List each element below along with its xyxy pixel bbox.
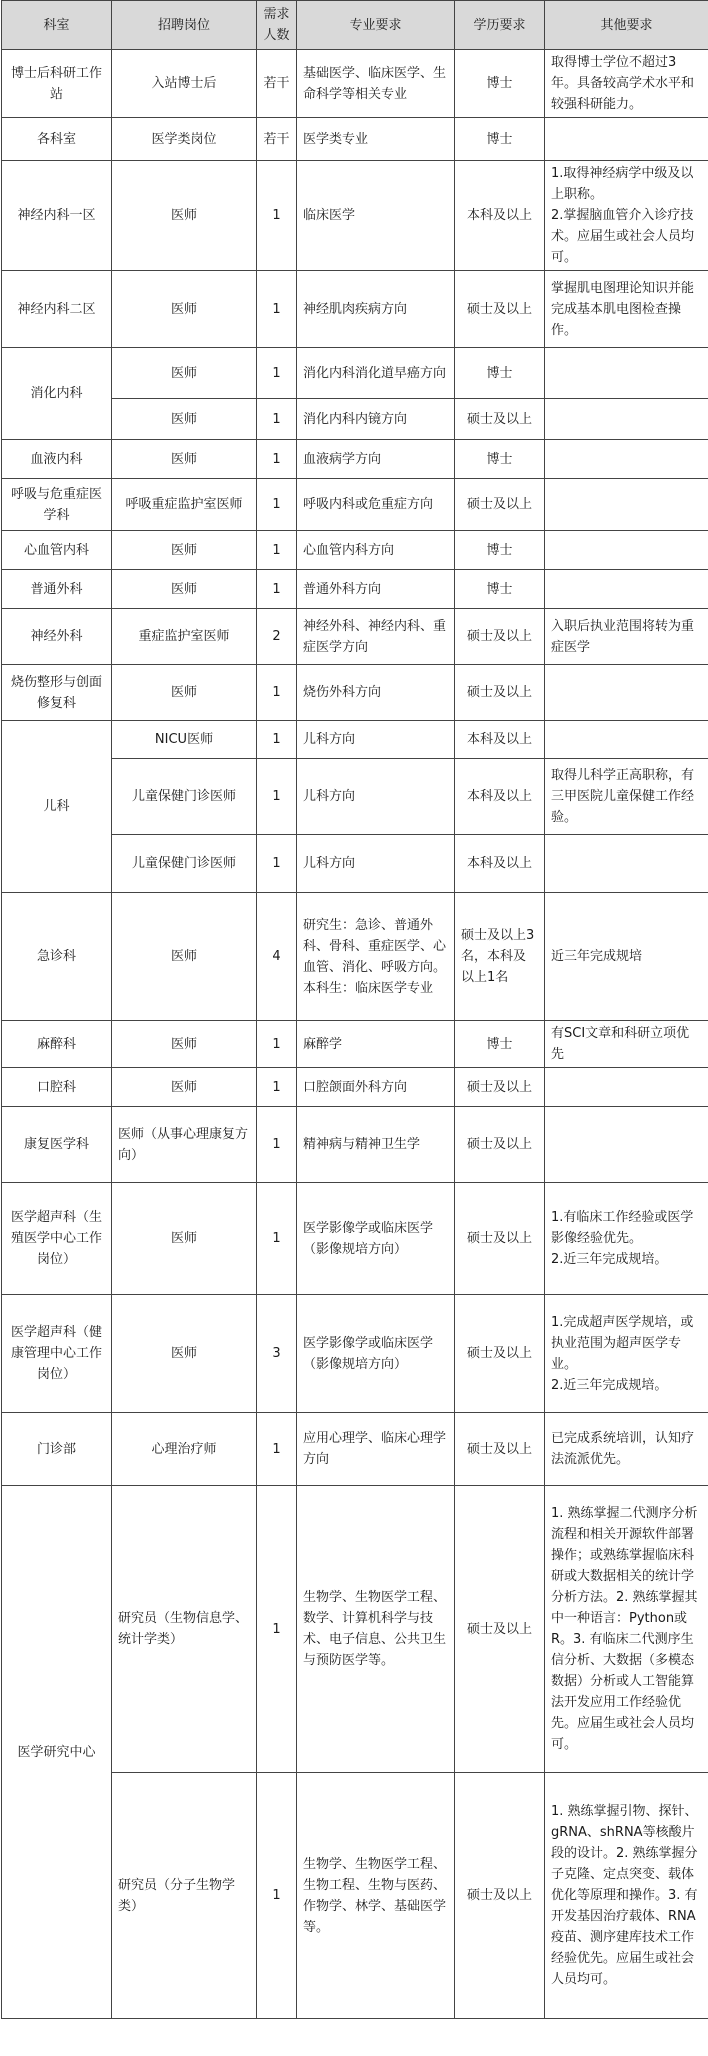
major-cell: 医学影像学或临床医学（影像规培方向） — [297, 1183, 455, 1295]
recruitment-table — [1, 0, 708, 2019]
major-cell: 神经肌肉疾病方向 — [297, 271, 455, 348]
other-cell: 1.取得神经病学中级及以上职称。 2.掌握脑血管介入诊疗技术。应届生或社会人员均可。 — [545, 161, 708, 271]
post-cell: 心理治疗师 — [112, 1413, 257, 1486]
other-cell: 有SCI文章和科研立项优先 — [545, 1021, 708, 1068]
other-cell — [545, 399, 708, 440]
post-cell: 儿童保健门诊医师 — [112, 835, 257, 893]
edu-cell: 硕士及以上 — [455, 1107, 545, 1183]
edu-cell: 硕士及以上 — [455, 479, 545, 531]
major-cell: 医学类专业 — [297, 118, 455, 161]
major-cell: 临床医学 — [297, 161, 455, 271]
major-cell: 呼吸内科或危重症方向 — [297, 479, 455, 531]
major-cell: 神经外科、神经内科、重症医学方向 — [297, 609, 455, 665]
edu-cell: 博士 — [455, 348, 545, 399]
num-cell: 1 — [257, 348, 297, 399]
table-row — [2, 1107, 708, 1183]
num-cell: 1 — [257, 271, 297, 348]
post-cell: NICU医师 — [112, 721, 257, 759]
other-cell — [545, 665, 708, 721]
dept-cell: 神经内科一区 — [2, 161, 112, 271]
header-major: 专业要求 — [297, 1, 455, 50]
other-cell — [545, 1068, 708, 1107]
post-cell: 医师 — [112, 348, 257, 399]
edu-cell: 博士 — [455, 570, 545, 609]
post-cell: 医师 — [112, 1183, 257, 1295]
major-cell: 口腔颌面外科方向 — [297, 1068, 455, 1107]
other-cell: 已完成系统培训，认知疗法流派优先。 — [545, 1413, 708, 1486]
num-cell: 1 — [257, 665, 297, 721]
edu-cell: 硕士及以上 — [455, 1486, 545, 1773]
num-cell: 1 — [257, 570, 297, 609]
other-cell — [545, 479, 708, 531]
num-cell: 1 — [257, 531, 297, 570]
edu-cell: 博士 — [455, 1021, 545, 1068]
edu-cell: 硕士及以上 — [455, 1295, 545, 1413]
table-row — [2, 893, 708, 1021]
major-cell: 麻醉学 — [297, 1021, 455, 1068]
dept-cell: 康复医学科 — [2, 1107, 112, 1183]
post-cell: 医师 — [112, 440, 257, 479]
edu-cell: 博士 — [455, 440, 545, 479]
table-row — [2, 721, 708, 759]
post-cell: 研究员（生物信息学、统计学类） — [112, 1486, 257, 1773]
edu-cell: 本科及以上 — [455, 759, 545, 835]
table-row — [2, 161, 708, 271]
header-row — [2, 1, 708, 50]
num-cell: 1 — [257, 759, 297, 835]
table-row — [2, 50, 708, 118]
num-cell: 1 — [257, 1413, 297, 1486]
major-cell: 儿科方向 — [297, 835, 455, 893]
major-cell: 儿科方向 — [297, 721, 455, 759]
other-cell: 取得儿科学正高职称，有三甲医院儿童保健工作经验。 — [545, 759, 708, 835]
table-row — [2, 1183, 708, 1295]
edu-cell: 本科及以上 — [455, 721, 545, 759]
post-cell: 医师 — [112, 665, 257, 721]
major-cell: 血液病学方向 — [297, 440, 455, 479]
table-row — [2, 609, 708, 665]
other-cell: 取得博士学位不超过3年。具备较高学术水平和较强科研能力。 — [545, 50, 708, 118]
post-cell: 重症监护室医师 — [112, 609, 257, 665]
post-cell: 研究员（分子生物学类） — [112, 1773, 257, 2019]
table-row — [2, 1486, 708, 1773]
num-cell: 1 — [257, 399, 297, 440]
post-cell: 医师 — [112, 161, 257, 271]
major-cell: 医学影像学或临床医学（影像规培方向） — [297, 1295, 455, 1413]
dept-cell: 医学超声科（健康管理中心工作岗位） — [2, 1295, 112, 1413]
dept-cell: 急诊科 — [2, 893, 112, 1021]
other-cell — [545, 118, 708, 161]
major-cell: 研究生：急诊、普通外科、骨科、重症医学、心血管、消化、呼吸方向。本科生：临床医学专业 — [297, 893, 455, 1021]
header-other: 其他要求 — [545, 1, 708, 50]
edu-cell: 硕士及以上 — [455, 609, 545, 665]
post-cell: 医师 — [112, 570, 257, 609]
edu-cell: 硕士及以上 — [455, 665, 545, 721]
edu-cell: 本科及以上 — [455, 835, 545, 893]
post-cell: 医学类岗位 — [112, 118, 257, 161]
num-cell: 1 — [257, 721, 297, 759]
other-cell — [545, 835, 708, 893]
table-row — [2, 531, 708, 570]
other-cell — [545, 348, 708, 399]
other-cell: 掌握肌电图理论知识并能完成基本肌电图检查操作。 — [545, 271, 708, 348]
table-row — [2, 1068, 708, 1107]
major-cell: 精神病与精神卫生学 — [297, 1107, 455, 1183]
other-cell: 1. 熟练掌握二代测序分析流程和相关开源软件部署操作；或熟练掌握临床科研或大数据相关的统计学分析方法。2. 熟练掌握其中一种语言：Python或R。3. 有临床二代测序生信分析、大数据（多模态数据）分析或人工智能算法开发应用工作经验优先。应届生或社会人员均可。 — [545, 1486, 708, 1773]
edu-cell: 硕士及以上 — [455, 1413, 545, 1486]
major-cell: 普通外科方向 — [297, 570, 455, 609]
dept-cell: 口腔科 — [2, 1068, 112, 1107]
dept-cell: 博士后科研工作站 — [2, 50, 112, 118]
other-cell: 1.有临床工作经验或医学影像经验优先。 2.近三年完成规培。 — [545, 1183, 708, 1295]
table-row — [2, 1413, 708, 1486]
edu-cell: 硕士及以上 — [455, 271, 545, 348]
other-cell — [545, 570, 708, 609]
num-cell: 1 — [257, 835, 297, 893]
table-row — [2, 570, 708, 609]
other-cell — [545, 721, 708, 759]
header-post: 招聘岗位 — [112, 1, 257, 50]
dept-cell: 血液内科 — [2, 440, 112, 479]
dept-cell: 各科室 — [2, 118, 112, 161]
major-cell: 应用心理学、临床心理学方向 — [297, 1413, 455, 1486]
num-cell: 3 — [257, 1295, 297, 1413]
post-cell: 医师 — [112, 1068, 257, 1107]
num-cell: 1 — [257, 1107, 297, 1183]
dept-cell: 呼吸与危重症医学科 — [2, 479, 112, 531]
table-row — [2, 479, 708, 531]
num-cell: 若干 — [257, 118, 297, 161]
dept-cell: 医学研究中心 — [2, 1486, 112, 2019]
dept-cell: 烧伤整形与创面修复科 — [2, 665, 112, 721]
num-cell: 1 — [257, 1486, 297, 1773]
edu-cell: 硕士及以上3名，本科及以上1名 — [455, 893, 545, 1021]
other-cell: 入职后执业范围将转为重症医学 — [545, 609, 708, 665]
major-cell: 消化内科内镜方向 — [297, 399, 455, 440]
dept-cell: 神经外科 — [2, 609, 112, 665]
major-cell: 心血管内科方向 — [297, 531, 455, 570]
post-cell: 医师 — [112, 399, 257, 440]
edu-cell: 博士 — [455, 50, 545, 118]
major-cell: 基础医学、临床医学、生命科学等相关专业 — [297, 50, 455, 118]
edu-cell: 硕士及以上 — [455, 399, 545, 440]
major-cell: 生物学、生物医学工程、生物工程、生物与医药、作物学、林学、基础医学等。 — [297, 1773, 455, 2019]
other-cell — [545, 531, 708, 570]
post-cell: 医师 — [112, 1021, 257, 1068]
major-cell: 消化内科消化道早癌方向 — [297, 348, 455, 399]
edu-cell: 博士 — [455, 118, 545, 161]
post-cell: 医师（从事心理康复方向） — [112, 1107, 257, 1183]
post-cell: 医师 — [112, 893, 257, 1021]
dept-cell: 消化内科 — [2, 348, 112, 440]
num-cell: 1 — [257, 440, 297, 479]
header-dept: 科室 — [2, 1, 112, 50]
num-cell: 1 — [257, 1183, 297, 1295]
dept-cell: 神经内科二区 — [2, 271, 112, 348]
header-num: 需求人数 — [257, 1, 297, 50]
table-row — [2, 348, 708, 399]
major-cell: 儿科方向 — [297, 759, 455, 835]
num-cell: 1 — [257, 161, 297, 271]
table-row — [2, 1295, 708, 1413]
num-cell: 2 — [257, 609, 297, 665]
other-cell: 近三年完成规培 — [545, 893, 708, 1021]
num-cell: 4 — [257, 893, 297, 1021]
post-cell: 儿童保健门诊医师 — [112, 759, 257, 835]
table-row — [2, 665, 708, 721]
dept-cell: 心血管内科 — [2, 531, 112, 570]
num-cell: 1 — [257, 1773, 297, 2019]
num-cell: 1 — [257, 1068, 297, 1107]
num-cell: 1 — [257, 479, 297, 531]
other-cell — [545, 1107, 708, 1183]
dept-cell: 儿科 — [2, 721, 112, 893]
other-cell — [545, 440, 708, 479]
dept-cell: 门诊部 — [2, 1413, 112, 1486]
post-cell: 入站博士后 — [112, 50, 257, 118]
num-cell: 1 — [257, 1021, 297, 1068]
post-cell: 医师 — [112, 271, 257, 348]
table-row — [2, 118, 708, 161]
edu-cell: 本科及以上 — [455, 161, 545, 271]
dept-cell: 麻醉科 — [2, 1021, 112, 1068]
other-cell: 1. 熟练掌握引物、探针、gRNA、shRNA等核酸片段的设计。2. 熟练掌握分子克隆、定点突变、载体优化等原理和操作。3. 有开发基因治疗载体、RNA疫苗、测序建库技术工作经验优先。应届生或社会人员均可。 — [545, 1773, 708, 2019]
dept-cell: 普通外科 — [2, 570, 112, 609]
edu-cell: 硕士及以上 — [455, 1773, 545, 2019]
table-row — [2, 1021, 708, 1068]
edu-cell: 博士 — [455, 531, 545, 570]
edu-cell: 硕士及以上 — [455, 1068, 545, 1107]
header-edu: 学历要求 — [455, 1, 545, 50]
dept-cell: 医学超声科（生殖医学中心工作岗位） — [2, 1183, 112, 1295]
num-cell: 若干 — [257, 50, 297, 118]
major-cell: 烧伤外科方向 — [297, 665, 455, 721]
edu-cell: 硕士及以上 — [455, 1183, 545, 1295]
post-cell: 医师 — [112, 1295, 257, 1413]
other-cell: 1.完成超声医学规培，或执业范围为超声医学专业。 2.近三年完成规培。 — [545, 1295, 708, 1413]
table-row — [2, 440, 708, 479]
post-cell: 呼吸重症监护室医师 — [112, 479, 257, 531]
post-cell: 医师 — [112, 531, 257, 570]
table-row — [2, 271, 708, 348]
major-cell: 生物学、生物医学工程、数学、计算机科学与技术、电子信息、公共卫生与预防医学等。 — [297, 1486, 455, 1773]
